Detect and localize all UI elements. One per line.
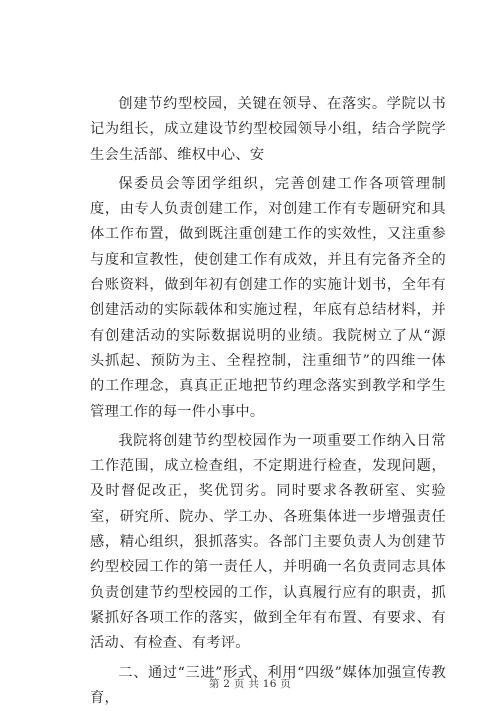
paragraph-management-system: 保委员会等团学组织，完善创建工作各项管理制度，由专人负责创建工作，对创建工作有专题研究和具体工作布置，做到既注重创建工作的实效性，又注重参与度和宣教性，使创建工作有成效，并且有完备齐全的台账资料，做到年初有创建工作的实施计划书，全年有创建活动的实际载体和实施过程，年底有总结材料，并有创建活动的实际数据说明的业绩。我院树立了从“源头抓起、预防为主、全程控制，注重细节”的四维一体的工作理念，真真正正地把节约理念落实到教学和学生管理工作的每一件小事中。 [90,175,446,420]
section-heading-publicity: 二、通过“三进”形式、利用“四级”媒体加强宣传教育， [90,664,446,706]
page-number-label: 第 2 页 共 16 页 [208,678,292,690]
document-body [90,92,446,711]
page-footer [0,676,500,691]
paragraph-inspection: 我院将创建节约型校园作为一项重要工作纳入日常工作范围，成立检查组，不定期进行检查，发现问题，及时督促改正，奖优罚劣。同时要求各教研室、实验室，研究所、院办、学工办、各班集体进一步增强责任感，精心组织，狠抓落实。各部门主要负责人为创建节约型校园工作的第一责任人，并明确一名负责同志具体负责创建节约型校园的工作，认真履行应有的职责，抓紧抓好各项工作的落实，做到全年有布置、有要求、有活动、有检查、有考评。 [90,432,446,652]
paragraph-leadership: 创建节约型校园，关键在领导、在落实。学院以书记为组长，成立建设节约型校园领导小组，结合学院学生会生活部、维权中心、安 [90,96,446,163]
